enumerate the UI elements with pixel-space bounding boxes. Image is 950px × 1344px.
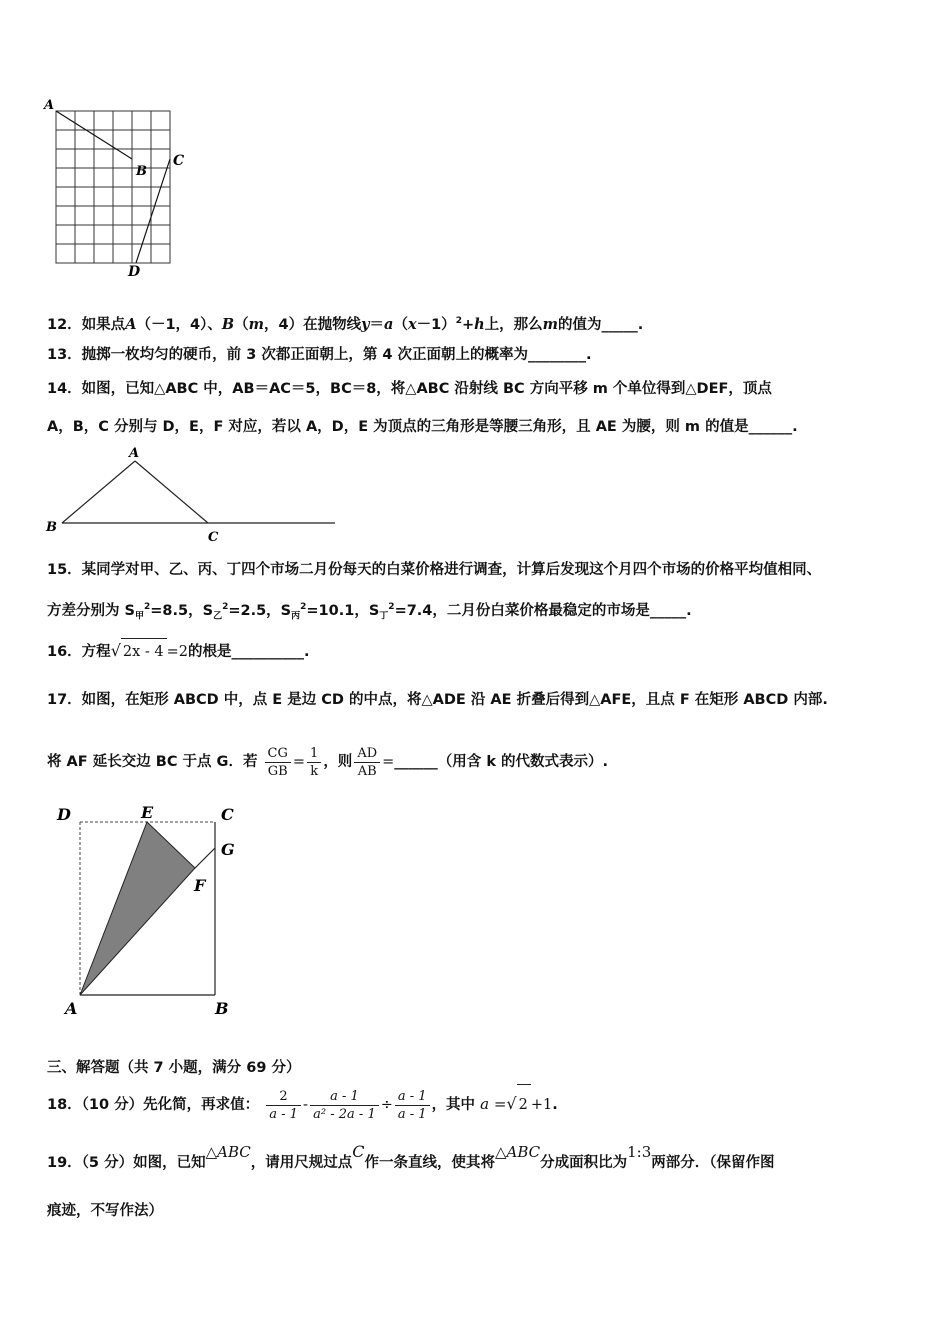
question-17-line2: 将 AF 延长交边 BC 于点 G．若 $\frac{CG}{GB}$ = $\frac{1}{k}$ ，则 $\frac{AD}{AB}$ =______（用含 k 的代数式表示）. [47, 745, 609, 779]
fraction-a-minus-1-over-a-minus-1: $\frac{a - 1}{a - 1}$ [395, 1088, 430, 1123]
question-14-line1: 14．如图，已知△ABC 中，AB＝AC＝5，BC＝8，将△ABC 沿射线 BC 方向平移 m 个单位得到△DEF，顶点 [47, 381, 772, 397]
side-ac [135, 461, 208, 523]
label-g: G [221, 840, 235, 859]
section-3-title: 三、解答题（共 7 小题，满分 69 分） [47, 1060, 301, 1076]
label-b: B [215, 999, 229, 1018]
label-c: C [173, 153, 185, 169]
rectangle-figure [55, 800, 250, 1025]
triangle-figure [40, 444, 340, 548]
fraction-1-k: $\frac{1}{k}$ [307, 745, 321, 780]
side-ab [62, 461, 135, 523]
label-a: A [65, 999, 78, 1018]
question-19-line1: 19．（5 分）如图，已知△ABC，请用尺规过点C作一条直线，使其将△ABC分成面积比为1:3两部分．（保留作图 [47, 1142, 775, 1171]
question-13: 13．抛掷一枚均匀的硬币，前 3 次都正面朝上，第 4 次正面朝上的概率为________. [47, 347, 592, 363]
question-15-line2: 方差分别为 $S_甲^2=8.5$，$S_乙^2=2.5$，$S_丙^2=10.1$，$S_丁^2=7.4$，二月份白菜价格最稳定的市场是_____. [47, 602, 692, 622]
label-a: A [44, 98, 55, 113]
label-c: C [221, 805, 234, 824]
question-15-line1: 15．某同学对甲、乙、丙、丁四个市场二月份每天的白菜价格进行调查，计算后发现这个月四个市场的价格平均值相同、 [47, 562, 822, 578]
question-18: 18．（10 分）先化简，再求值： $\frac{2}{a - 1}$ - $\frac{a - 1}{\text{a² - 2a - 1}}$ ÷ $\frac{a - 1}{a - 1}$ ，其中 a =√ 2 +1. [47, 1084, 558, 1125]
label-d: D [128, 264, 141, 280]
question-12: 12．如果点A（－1，4）、B（m，4）在抛物线$y=a(x-1)^2+h$上，那么m的值为_____. [47, 315, 644, 333]
question-16: 16．方程√ 2x - 4 =2的根是__________. [47, 638, 310, 665]
grid-figure [40, 95, 200, 280]
label-b: B [136, 164, 147, 179]
segment-fg [195, 848, 215, 868]
label-f: F [194, 876, 206, 895]
fraction-cg-gb: $\frac{CG}{GB}$ [265, 745, 291, 780]
fraction-2-over-a-minus-1: $\frac{2}{a - 1}$ [266, 1088, 301, 1123]
folded-triangle-afe [80, 822, 195, 995]
label-b: B [46, 520, 57, 535]
question-14-line2: A，B，C 分别与 D，E，F 对应，若以 A，D，E 为顶点的三角形是等腰三角形，且 AE 为腰，则 m 的值是______. [47, 419, 798, 435]
label-e: E [141, 803, 154, 822]
question-19-line2: 痕迹，不写作法） [47, 1203, 163, 1219]
label-d: D [57, 805, 71, 824]
label-c: C [208, 530, 219, 545]
label-a: A [129, 446, 140, 461]
fraction-a-minus-1-over-quadratic: $\frac{a - 1}{\text{a² - 2a - 1}}$ [310, 1088, 379, 1123]
question-17-line1: 17．如图，在矩形 ABCD 中，点 E 是边 CD 的中点，将△ADE 沿 AE 折叠后得到△AFE，且点 F 在矩形 ABCD 内部. [47, 692, 828, 708]
fraction-ad-ab: $\frac{AD}{AB}$ [354, 745, 380, 780]
